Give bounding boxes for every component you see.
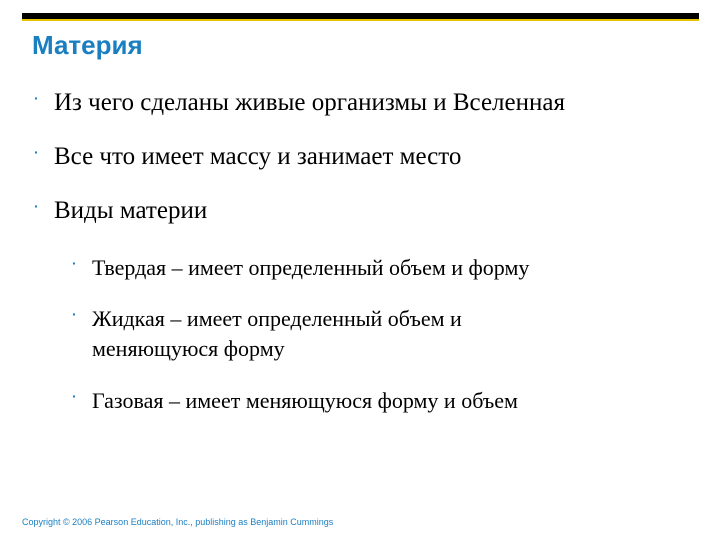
- bullet-icon: ·: [72, 255, 77, 271]
- slide-title: Материя: [32, 30, 143, 60]
- bullet-text: Все что имеет массу и занимает место: [54, 143, 462, 170]
- sub-bullet-text: Твердая – имеет определенный объем и форму: [92, 255, 530, 280]
- bullet-icon: ·: [72, 306, 77, 322]
- bullet-item: [34, 142, 461, 172]
- bullet-item: [34, 196, 207, 226]
- bullet-icon: ·: [34, 90, 39, 106]
- sub-bullet-text: Газовая – имеет меняющуюся форму и объем: [92, 388, 518, 413]
- bullet-text: Из чего сделаны живые организмы и Вселенная: [54, 89, 565, 116]
- bullet-item: [34, 88, 565, 118]
- bullet-icon: ·: [72, 388, 77, 404]
- bullet-icon: ·: [34, 144, 39, 160]
- sub-bullet-item: [72, 304, 462, 364]
- bullet-icon: ·: [34, 198, 39, 214]
- top-rule: [22, 13, 699, 21]
- sub-bullet-item: [72, 386, 518, 416]
- sub-bullet-item: [72, 253, 529, 283]
- sub-bullet-text-line1: Жидкая – имеет определенный объем и: [92, 306, 462, 331]
- bullet-text: Виды материи: [54, 197, 208, 224]
- copyright-footer: Copyright © 2006 Pearson Education, Inc., publishing as Benjamin Cummings: [22, 517, 334, 527]
- sub-bullet-text-line2: меняющуюся форму: [92, 336, 285, 361]
